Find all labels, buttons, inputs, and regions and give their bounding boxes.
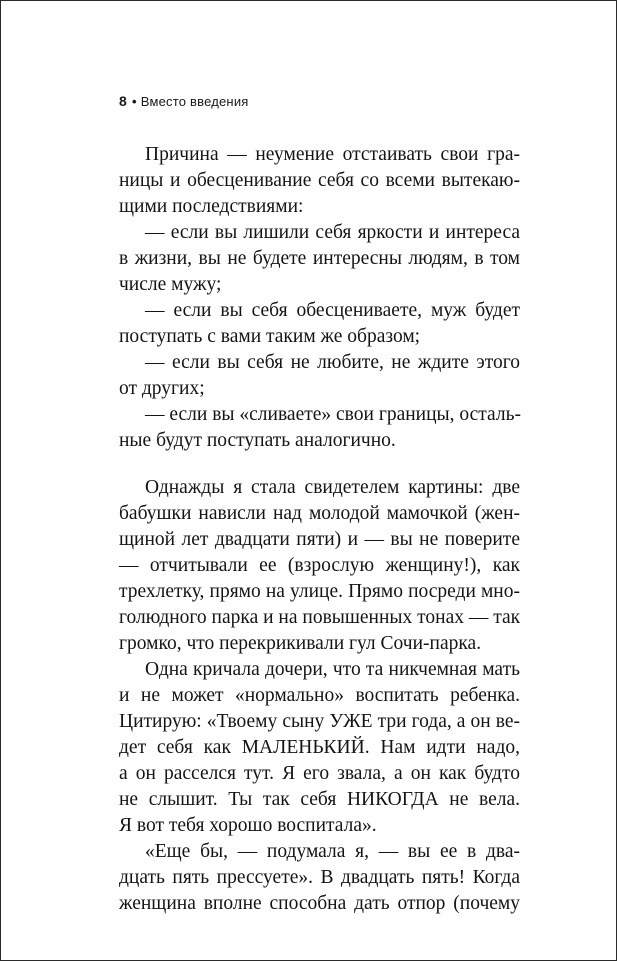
text-line: в жизни, вы не будете интересны людям, в том [119,248,520,269]
text-line: Одна кричала дочери, что та никчемная мать [145,659,520,680]
text-line: ницы и обесценивание себя со всеми вытекаю- [119,170,520,191]
text-line: — отчитывали ее (взрослую женщину!), как [119,555,520,576]
text-line: «Еще бы, — подумала я, — вы ее в два- [145,841,520,862]
text-line: трехлетку, прямо на улице. Прямо посреди мно- [119,581,520,602]
text-line: голюдного парка и на повышенных тонах — так [119,607,521,628]
separator-bullet: • [132,94,137,109]
text-line: — если вы себя не любите, не ждите этого [145,352,520,373]
section-title: Вместо введения [140,94,249,109]
body-text [1,1,616,960]
text-line: щиной лет двадцати пяти) и — вы не поверите [119,529,520,550]
text-line: бабушки нависли над молодой мамочкой (жен- [119,503,520,524]
text-line: дцать пять прессуете». В двадцать пять! Когда [119,867,520,888]
text-line: громко, что перекрикивали гул Сочи-парка. [119,633,482,654]
text-line: Причина — неумение отстаивать свои гра- [145,144,520,165]
text-line: Цитирую: «Твоему сыну УЖЕ три года, а он ве- [119,711,520,732]
text-line: ные будут поступать аналогично. [119,430,396,451]
text-line: — если вы себя обесцениваете, муж будет [145,300,520,321]
text-line: Я вот тебя хорошо воспитала». [119,815,377,836]
text-line: — если вы «сливаете» свои границы, осталь- [145,404,521,425]
page-number: 8 [119,93,127,109]
text-line: числе мужу; [119,274,222,295]
text-line: Однажды я стала свидетелем картины: две [145,477,520,498]
text-line: дет себя как МАЛЕНЬКИЙ. Нам идти надо, [119,737,520,758]
text-line: не слышит. Ты так себя НИКОГДА не вела. [119,789,520,810]
text-line: щими последствиями: [119,196,304,217]
text-line: и не может «нормально» воспитать ребенка. [119,685,520,706]
text-line: а он расселся тут. Я его звала, а он как будто [119,763,520,784]
text-line: от других; [119,378,205,399]
text-line: поступать с вами таким же образом; [119,326,421,347]
text-line: — если вы лишили себя яркости и интереса [145,222,520,243]
text-line: женщина вполне способна дать отпор (почему [119,893,520,914]
